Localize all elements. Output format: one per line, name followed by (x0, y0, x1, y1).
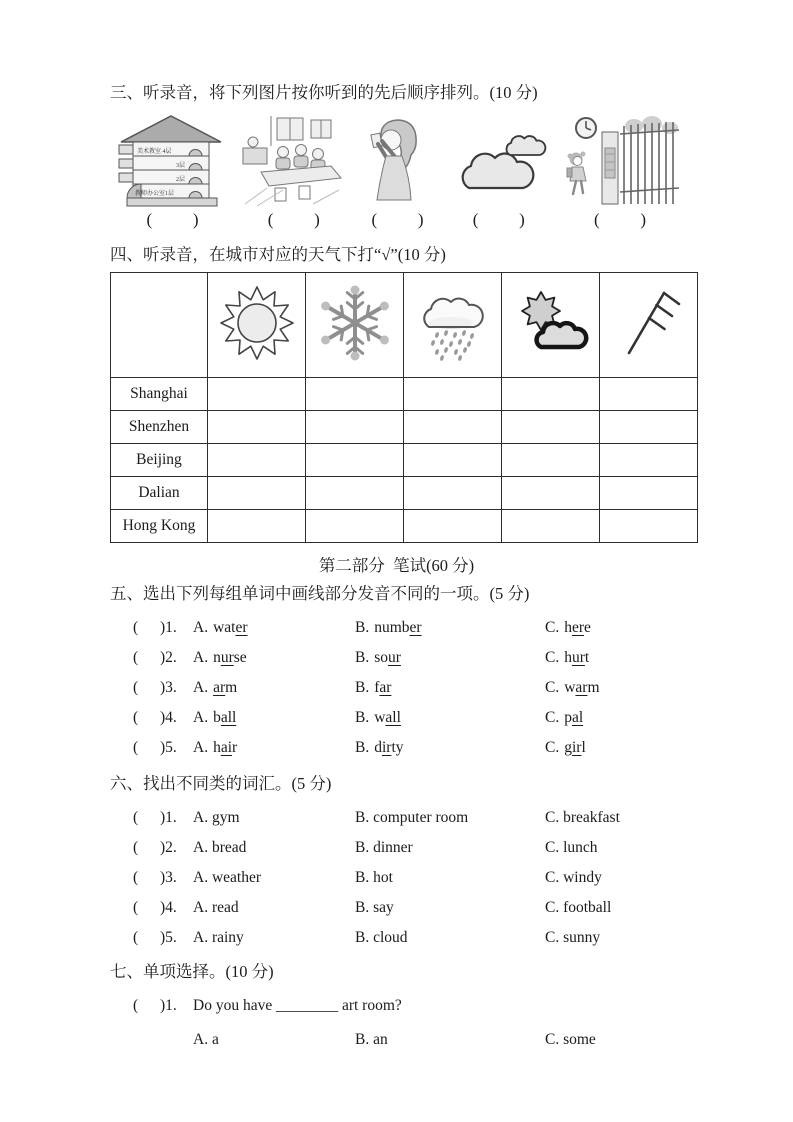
vocab-item-1 (133, 803, 793, 833)
option-a: A. weather (193, 869, 261, 886)
option-b: B. number (355, 619, 422, 636)
paren-open: ( (594, 210, 600, 229)
answer-slot[interactable] (473, 210, 525, 230)
choice-item-1 (133, 991, 793, 1021)
paren-open: ( (267, 210, 274, 229)
part2-heading: 第二部分 笔试(60 分) (318, 556, 475, 575)
vocab-item-5 (133, 923, 793, 953)
answer-paren[interactable]: ( (133, 929, 139, 946)
wind-flag-icon (609, 283, 689, 363)
city-label: Shanghai (111, 378, 208, 411)
weather-answer-cell[interactable] (208, 411, 306, 444)
section4-title: 四、听录音，在城市对应的天气下打“√”(10 分) (110, 245, 446, 264)
weather-answer-cell[interactable] (306, 378, 404, 411)
sunny-icon (217, 283, 297, 363)
answer-paren[interactable]: ( (133, 899, 139, 916)
weather-answer-cell[interactable] (208, 510, 306, 543)
picture-drinking-water (358, 114, 438, 230)
weather-col-snowy (306, 273, 404, 378)
weather-answer-cell[interactable] (404, 477, 502, 510)
item-number: )1. (160, 619, 177, 636)
answer-paren[interactable]: ( (133, 869, 139, 886)
picture-school-building (115, 114, 230, 230)
item-number: )1. (160, 997, 177, 1014)
item-number: )2. (160, 839, 177, 856)
vocab-item-3 (133, 863, 793, 893)
section6-title: 六、找出不同类的词汇。(5 分) (110, 774, 332, 793)
option-b: B. far (355, 679, 392, 696)
section5-items (0, 613, 793, 763)
sun-behind-cloud-icon (511, 283, 591, 363)
item-number: )2. (160, 649, 177, 666)
picture-classroom (241, 114, 346, 230)
choice-item-1-options (133, 1025, 793, 1055)
weather-answer-cell[interactable] (502, 411, 600, 444)
phonics-item-5 (133, 733, 793, 763)
weather-answer-cell[interactable] (600, 411, 698, 444)
weather-answer-cell[interactable] (208, 477, 306, 510)
weather-header-row (111, 273, 698, 378)
girl-drinking-illustration (358, 114, 438, 208)
school-building-illustration (115, 114, 230, 208)
vocab-item-2 (133, 833, 793, 863)
option-b: B. dirty (355, 739, 404, 756)
empty-corner-cell (111, 273, 208, 378)
weather-answer-cell[interactable] (502, 510, 600, 543)
weather-answer-cell[interactable] (306, 411, 404, 444)
paren-close: ) (314, 210, 320, 229)
option-b: B. dinner (355, 839, 413, 856)
weather-answer-cell[interactable] (208, 378, 306, 411)
option-c: C. lunch (545, 839, 598, 856)
paren-close: ) (417, 210, 424, 229)
option-a: A. ball (193, 709, 237, 726)
option-c: C. girl (545, 739, 586, 756)
paren-close: ) (192, 210, 199, 229)
item-number: )5. (160, 739, 177, 756)
item-number: )4. (160, 709, 177, 726)
option-c: C. football (545, 899, 612, 916)
item-number: )5. (160, 929, 177, 946)
school-gate-illustration (560, 114, 680, 208)
answer-paren[interactable]: ( (133, 709, 139, 726)
item-number: )3. (160, 679, 177, 696)
weather-answer-cell[interactable] (306, 444, 404, 477)
option-a: A. arm (193, 679, 238, 696)
weather-answer-cell[interactable] (404, 411, 502, 444)
table-row (111, 510, 698, 543)
weather-answer-cell[interactable] (600, 510, 698, 543)
option-c: C. breakfast (545, 809, 620, 826)
answer-paren[interactable]: ( (133, 997, 139, 1014)
option-a: A. water (193, 619, 248, 636)
option-b: B. hot (355, 869, 393, 886)
table-row (111, 378, 698, 411)
answer-paren[interactable]: ( (133, 739, 139, 756)
option-c: C. hurt (545, 649, 590, 666)
option-b: B. an (355, 1031, 388, 1048)
question-text: Do you have ________ art room? (193, 997, 402, 1014)
clouds-illustration (449, 114, 549, 208)
floor-label: 教师办公室1层 (135, 191, 175, 197)
city-label: Dalian (111, 477, 208, 510)
phonics-item-2 (133, 643, 793, 673)
item-number: )3. (160, 869, 177, 886)
weather-answer-cell[interactable] (306, 510, 404, 543)
option-b: B. say (355, 899, 394, 916)
table-row (111, 444, 698, 477)
weather-answer-cell[interactable] (208, 444, 306, 477)
picture-ordering-row (115, 114, 680, 230)
option-a: A. bread (193, 839, 247, 856)
weather-answer-cell[interactable] (502, 378, 600, 411)
floor-label: 2层 (175, 177, 185, 183)
answer-paren[interactable]: ( (133, 649, 139, 666)
weather-col-windy (600, 273, 698, 378)
item-number: )1. (160, 809, 177, 826)
option-c: C. some (545, 1031, 596, 1048)
phonics-item-1 (133, 613, 793, 643)
floor-label: 美术教室 4层 (137, 149, 172, 155)
answer-paren[interactable]: ( (133, 809, 139, 826)
option-a: A. a (193, 1031, 219, 1048)
option-a: A. gym (193, 809, 240, 826)
paren-close: ) (640, 210, 646, 229)
option-a: A. nurse (193, 649, 247, 666)
phonics-item-3 (133, 673, 793, 703)
paren-open: ( (472, 210, 479, 229)
section6-items (0, 803, 793, 953)
table-row (111, 477, 698, 510)
weather-answer-cell[interactable] (306, 477, 404, 510)
weather-answer-cell[interactable] (404, 444, 502, 477)
option-b: B. computer room (355, 809, 469, 826)
option-b: B. cloud (355, 929, 408, 946)
weather-answer-cell[interactable] (502, 444, 600, 477)
option-c: C. warm (545, 679, 600, 696)
section7-title: 七、单项选择。(10 分) (110, 962, 274, 981)
answer-slot[interactable] (268, 210, 320, 230)
option-b: B. sour (355, 649, 401, 666)
answer-slot[interactable] (147, 210, 199, 230)
option-b: B. wall (355, 709, 401, 726)
answer-paren[interactable]: ( (133, 619, 139, 636)
section7-items (0, 991, 793, 1055)
picture-school-gate (560, 114, 680, 230)
table-row (111, 411, 698, 444)
weather-answer-cell[interactable] (404, 378, 502, 411)
classroom-illustration (241, 114, 346, 208)
city-label: Shenzhen (111, 411, 208, 444)
option-a: A. rainy (193, 929, 244, 946)
option-c: C. here (545, 619, 591, 636)
weather-table (110, 272, 698, 543)
rain-cloud-icon (413, 283, 493, 363)
city-label: Hong Kong (111, 510, 208, 543)
option-c: C. sunny (545, 929, 601, 946)
answer-paren[interactable]: ( (133, 679, 139, 696)
weather-answer-cell[interactable] (502, 477, 600, 510)
answer-slot[interactable] (372, 210, 424, 230)
weather-answer-cell[interactable] (600, 378, 698, 411)
paren-close: ) (519, 210, 525, 229)
answer-paren[interactable]: ( (133, 839, 139, 856)
option-a: A. read (193, 899, 239, 916)
weather-col-rainy (404, 273, 502, 378)
paren-open: ( (371, 210, 378, 229)
phonics-item-4 (133, 703, 793, 733)
vocab-item-4 (133, 893, 793, 923)
option-c: C. pal (545, 709, 584, 726)
section3-title: 三、听录音，将下列图片按你听到的先后顺序排列。(10 分) (110, 83, 538, 102)
paren-open: ( (146, 210, 153, 229)
option-c: C. windy (545, 869, 602, 886)
weather-answer-cell[interactable] (404, 510, 502, 543)
weather-col-sunny (208, 273, 306, 378)
floor-label: 3层 (175, 163, 185, 169)
answer-slot[interactable] (594, 210, 646, 230)
section5-title: 五、选出下列每组单词中画线部分发音不同的一项。(5 分) (110, 584, 530, 603)
picture-clouds (449, 114, 549, 230)
weather-answer-cell[interactable] (600, 444, 698, 477)
weather-col-cloudy (502, 273, 600, 378)
weather-answer-cell[interactable] (600, 477, 698, 510)
city-label: Beijing (111, 444, 208, 477)
option-a: A. hair (193, 739, 238, 756)
item-number: )4. (160, 899, 177, 916)
snowflake-icon (315, 283, 395, 363)
